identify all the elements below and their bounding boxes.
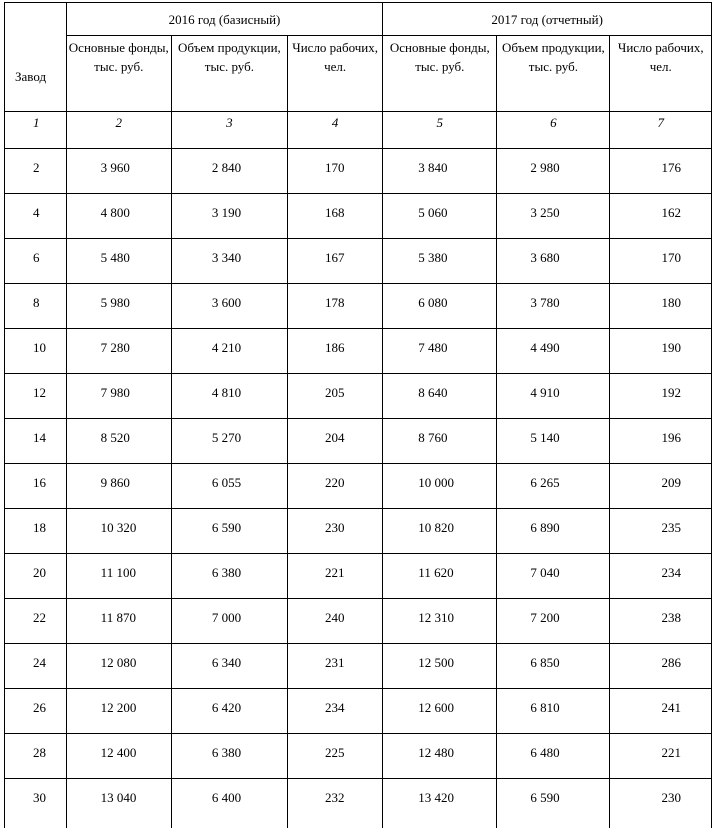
table-row bbox=[5, 779, 712, 828]
table-row bbox=[5, 464, 712, 509]
cell-workers-report: 196 bbox=[610, 419, 712, 464]
cell-workers-base: 240 bbox=[287, 599, 382, 644]
cell-workers-base: 221 bbox=[287, 554, 382, 599]
header-row-periods bbox=[5, 3, 712, 36]
cell-fonds-base: 12 080 bbox=[66, 644, 171, 689]
cell-production-base: 6 340 bbox=[171, 644, 287, 689]
cell-fonds-report: 12 600 bbox=[383, 689, 497, 734]
cell-workers-report: 230 bbox=[610, 779, 712, 828]
column-number-row bbox=[5, 112, 712, 149]
cell-workers-report: 221 bbox=[610, 734, 712, 779]
cell-production-report: 7 200 bbox=[497, 599, 610, 644]
column-number: 2 bbox=[66, 112, 171, 149]
column-number: 5 bbox=[383, 112, 497, 149]
cell-fonds-report: 5 060 bbox=[383, 194, 497, 239]
cell-workers-base: 220 bbox=[287, 464, 382, 509]
table-row bbox=[5, 644, 712, 689]
table-row bbox=[5, 554, 712, 599]
cell-fonds-report: 12 310 bbox=[383, 599, 497, 644]
cell-zavod: 20 bbox=[5, 554, 67, 599]
cell-workers-report: 176 bbox=[610, 149, 712, 194]
table-row bbox=[5, 689, 712, 734]
cell-production-report: 6 480 bbox=[497, 734, 610, 779]
header-production-report: Объем продукции, тыс. руб. bbox=[497, 36, 610, 112]
cell-production-report: 4 910 bbox=[497, 374, 610, 419]
cell-workers-base: 204 bbox=[287, 419, 382, 464]
cell-workers-report: 286 bbox=[610, 644, 712, 689]
factory-data-table bbox=[4, 2, 712, 828]
cell-zavod: 14 bbox=[5, 419, 67, 464]
cell-zavod: 28 bbox=[5, 734, 67, 779]
cell-fonds-report: 3 840 bbox=[383, 149, 497, 194]
cell-workers-base: 167 bbox=[287, 239, 382, 284]
cell-workers-base: 232 bbox=[287, 779, 382, 828]
cell-fonds-report: 8 760 bbox=[383, 419, 497, 464]
cell-production-base: 6 590 bbox=[171, 509, 287, 554]
cell-fonds-base: 4 800 bbox=[66, 194, 171, 239]
cell-workers-base: 178 bbox=[287, 284, 382, 329]
cell-production-base: 2 840 bbox=[171, 149, 287, 194]
column-number: 6 bbox=[497, 112, 610, 149]
cell-production-base: 6 380 bbox=[171, 734, 287, 779]
cell-fonds-base: 5 980 bbox=[66, 284, 171, 329]
cell-zavod: 26 bbox=[5, 689, 67, 734]
cell-fonds-report: 10 000 bbox=[383, 464, 497, 509]
cell-fonds-base: 8 520 bbox=[66, 419, 171, 464]
cell-workers-base: 205 bbox=[287, 374, 382, 419]
cell-zavod: 2 bbox=[5, 149, 67, 194]
cell-workers-report: 241 bbox=[610, 689, 712, 734]
column-number: 3 bbox=[171, 112, 287, 149]
table-row bbox=[5, 284, 712, 329]
cell-fonds-base: 11 100 bbox=[66, 554, 171, 599]
cell-fonds-report: 13 420 bbox=[383, 779, 497, 828]
cell-fonds-report: 12 480 bbox=[383, 734, 497, 779]
table-row bbox=[5, 734, 712, 779]
cell-production-report: 5 140 bbox=[497, 419, 610, 464]
cell-production-base: 4 810 bbox=[171, 374, 287, 419]
cell-fonds-base: 13 040 bbox=[66, 779, 171, 828]
column-number: 7 bbox=[610, 112, 712, 149]
cell-zavod: 8 bbox=[5, 284, 67, 329]
cell-zavod: 18 bbox=[5, 509, 67, 554]
cell-production-report: 4 490 bbox=[497, 329, 610, 374]
cell-workers-base: 225 bbox=[287, 734, 382, 779]
cell-fonds-base: 7 980 bbox=[66, 374, 171, 419]
cell-fonds-base: 10 320 bbox=[66, 509, 171, 554]
column-number: 1 bbox=[5, 112, 67, 149]
column-number: 4 bbox=[287, 112, 382, 149]
header-period-base: 2016 год (базисный) bbox=[66, 3, 383, 36]
cell-production-base: 4 210 bbox=[171, 329, 287, 374]
cell-workers-base: 186 bbox=[287, 329, 382, 374]
cell-workers-base: 234 bbox=[287, 689, 382, 734]
header-row-columns bbox=[5, 36, 712, 112]
cell-workers-base: 230 bbox=[287, 509, 382, 554]
cell-workers-report: 190 bbox=[610, 329, 712, 374]
cell-production-report: 6 810 bbox=[497, 689, 610, 734]
cell-workers-report: 209 bbox=[610, 464, 712, 509]
cell-fonds-report: 8 640 bbox=[383, 374, 497, 419]
cell-fonds-base: 7 280 bbox=[66, 329, 171, 374]
cell-production-report: 6 590 bbox=[497, 779, 610, 828]
cell-workers-report: 238 bbox=[610, 599, 712, 644]
cell-workers-base: 170 bbox=[287, 149, 382, 194]
cell-production-base: 6 380 bbox=[171, 554, 287, 599]
table-row bbox=[5, 374, 712, 419]
header-fonds-report: Основные фонды, тыс. руб. bbox=[383, 36, 497, 112]
cell-production-report: 2 980 bbox=[497, 149, 610, 194]
cell-production-base: 3 340 bbox=[171, 239, 287, 284]
cell-zavod: 6 bbox=[5, 239, 67, 284]
cell-production-report: 3 680 bbox=[497, 239, 610, 284]
cell-zavod: 30 bbox=[5, 779, 67, 828]
cell-workers-report: 235 bbox=[610, 509, 712, 554]
cell-workers-report: 170 bbox=[610, 239, 712, 284]
cell-workers-base: 231 bbox=[287, 644, 382, 689]
cell-fonds-base: 5 480 bbox=[66, 239, 171, 284]
cell-workers-base: 168 bbox=[287, 194, 382, 239]
cell-fonds-report: 11 620 bbox=[383, 554, 497, 599]
cell-fonds-base: 9 860 bbox=[66, 464, 171, 509]
table-row bbox=[5, 239, 712, 284]
cell-fonds-report: 6 080 bbox=[383, 284, 497, 329]
cell-production-base: 6 055 bbox=[171, 464, 287, 509]
cell-fonds-base: 3 960 bbox=[66, 149, 171, 194]
cell-zavod: 16 bbox=[5, 464, 67, 509]
cell-production-report: 3 250 bbox=[497, 194, 610, 239]
cell-workers-report: 192 bbox=[610, 374, 712, 419]
cell-fonds-report: 7 480 bbox=[383, 329, 497, 374]
header-workers-base: Число рабочих, чел. bbox=[287, 36, 382, 112]
cell-production-base: 3 190 bbox=[171, 194, 287, 239]
cell-fonds-report: 12 500 bbox=[383, 644, 497, 689]
cell-production-report: 3 780 bbox=[497, 284, 610, 329]
table-row bbox=[5, 509, 712, 554]
table-row bbox=[5, 149, 712, 194]
cell-production-base: 6 420 bbox=[171, 689, 287, 734]
cell-production-report: 6 850 bbox=[497, 644, 610, 689]
cell-workers-report: 234 bbox=[610, 554, 712, 599]
cell-zavod: 22 bbox=[5, 599, 67, 644]
header-workers-report: Число рабочих, чел. bbox=[610, 36, 712, 112]
data-table-sheet bbox=[4, 2, 712, 828]
cell-production-report: 7 040 bbox=[497, 554, 610, 599]
cell-zavod: 24 bbox=[5, 644, 67, 689]
cell-zavod: 4 bbox=[5, 194, 67, 239]
cell-production-report: 6 890 bbox=[497, 509, 610, 554]
header-zavod: Завод bbox=[5, 3, 67, 112]
header-period-report: 2017 год (отчетный) bbox=[383, 3, 712, 36]
cell-production-base: 5 270 bbox=[171, 419, 287, 464]
cell-workers-report: 180 bbox=[610, 284, 712, 329]
table-row bbox=[5, 599, 712, 644]
cell-production-base: 6 400 bbox=[171, 779, 287, 828]
header-fonds-base: Основные фонды, тыс. руб. bbox=[66, 36, 171, 112]
cell-production-report: 6 265 bbox=[497, 464, 610, 509]
cell-fonds-report: 5 380 bbox=[383, 239, 497, 284]
cell-fonds-base: 11 870 bbox=[66, 599, 171, 644]
table-row bbox=[5, 329, 712, 374]
cell-production-base: 3 600 bbox=[171, 284, 287, 329]
header-production-base: Объем продукции, тыс. руб. bbox=[171, 36, 287, 112]
cell-workers-report: 162 bbox=[610, 194, 712, 239]
cell-zavod: 12 bbox=[5, 374, 67, 419]
cell-zavod: 10 bbox=[5, 329, 67, 374]
table-row bbox=[5, 194, 712, 239]
cell-fonds-report: 10 820 bbox=[383, 509, 497, 554]
cell-fonds-base: 12 200 bbox=[66, 689, 171, 734]
cell-fonds-base: 12 400 bbox=[66, 734, 171, 779]
table-row bbox=[5, 419, 712, 464]
cell-production-base: 7 000 bbox=[171, 599, 287, 644]
